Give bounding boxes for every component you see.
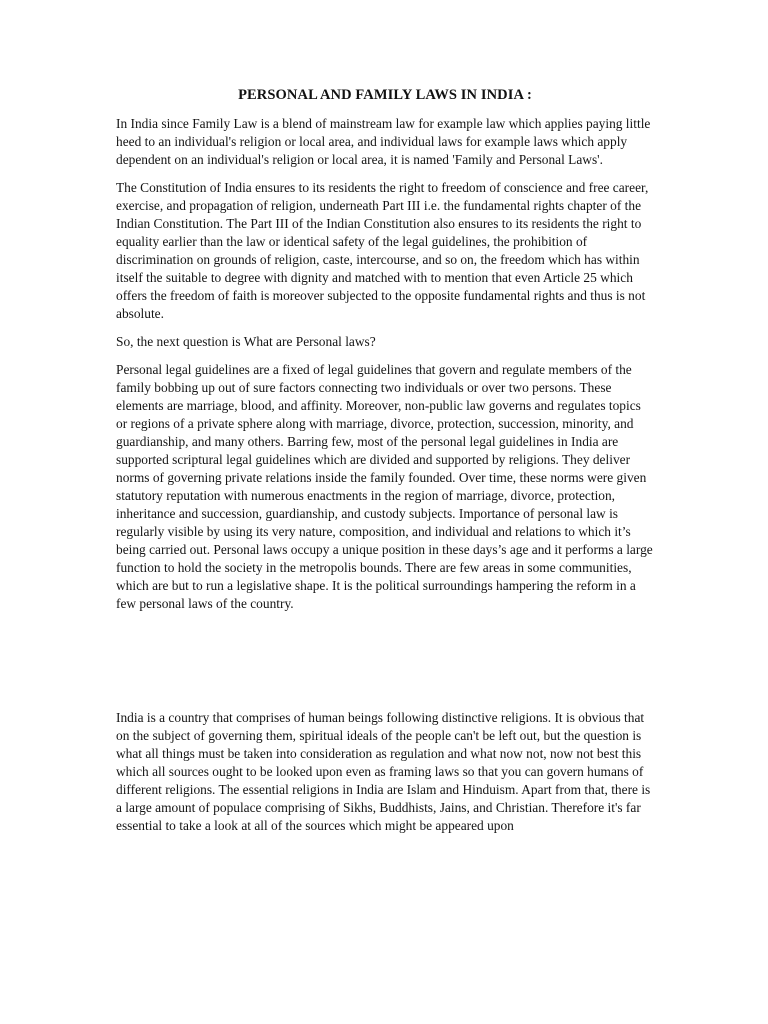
paragraph-personal-laws: Personal legal guidelines are a fixed of legal guidelines that govern and regulate members of the family bobbing up out of sure factors connecting two individuals or over two persons. These elements are marriage, blood, and affinity. Moreover, non-public law governs and regulates topics or regions of a private sphere along with marriage, divorce, protection, succession, minority, and guardianship, and many others. Barring few, most of the personal legal guidelines in India are supported scriptural legal guidelines which are divided and supported by religions. They deliver norms of governing private relations inside the family founded. Over time, these norms were given statutory reputation with numerous enactments in the region of marriage, divorce, protection, inheritance and succession, guardianship, and custody subjects. Importance of personal law is regularly visible by using its very nature, composition, and individual and relations to which it’s being carried out. Personal laws occupy a unique position in these days’s age and it performs a large function to hold the society in the metropolis bounds. There are few areas in some communities, which are but to run a legislative shape. It is the political surroundings hampering the reform in a few personal laws of the country. [116, 362, 653, 611]
document-body [116, 86, 654, 845]
paragraph-religions: India is a country that comprises of human beings following distinctive religions. It is obvious that on the subject of governing them, spiritual ideals of the people can't be left out, but the question is what all things must be taken into consideration as regulation and what now not, now not best this which all sources ought to be looked upon even as framing laws so that you can govern humans of different religions. The essential religions in India are Islam and Hinduism. Apart from that, there is a large amount of populace comprising of Sikhs, Buddhists, Jains, and Christian. Therefore it's far essential to take a look at all of the sources which might be appeared upon [116, 710, 651, 833]
paragraph-family-law-definition: In India since Family Law is a blend of mainstream law for example law which applies paying little heed to an individual's religion or local area, and individual laws for example laws which apply dependent on an individual's religion or local area, it is named 'Family and Personal Laws'. [116, 116, 651, 167]
paragraph-constitution: The Constitution of India ensures to its residents the right to freedom of conscience and free career, exercise, and propagation of religion, underneath Part III i.e. the fundamental rights chapter of the Indian Constitution. The Part III of the Indian Constitution also ensures to its residents the right to equality earlier than the law or identical safety of the legal guidelines, the prohibition of discrimination on grounds of religion, caste, intercourse, and so on, the freedom which has within itself the suitable to degree with dignity and matched with to mention that even Article 25 which offers the freedom of faith is moreover subjected to the opposite fundamental rights and thus is not absolute. [116, 180, 649, 321]
paragraph-question: So, the next question is What are Personal laws? [116, 334, 376, 349]
blank-space [116, 623, 654, 709]
document-title: PERSONAL AND FAMILY LAWS IN INDIA : [238, 87, 532, 103]
